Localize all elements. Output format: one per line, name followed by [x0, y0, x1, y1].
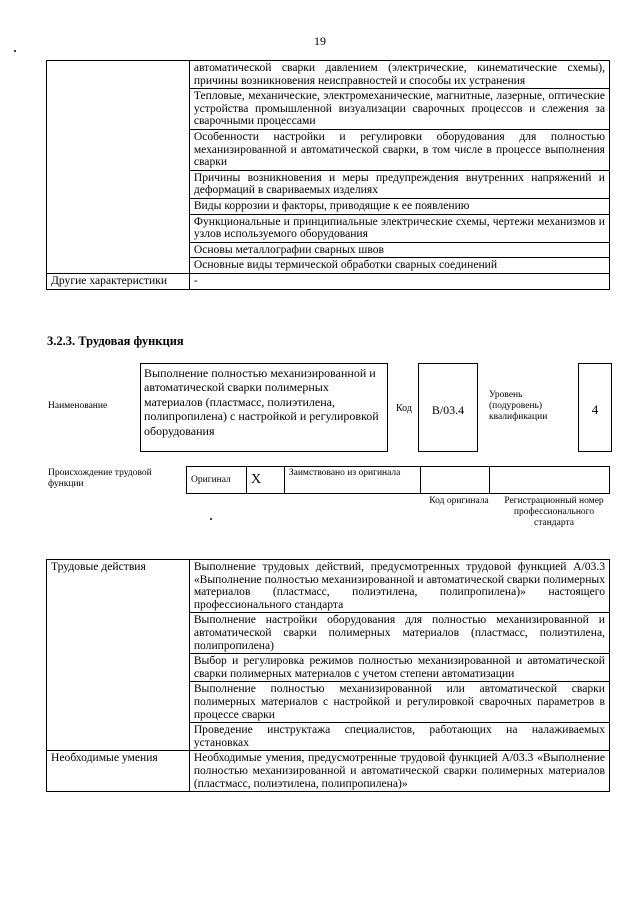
scan-speck [14, 50, 16, 52]
skills-label: Необходимые умения [47, 751, 190, 792]
original-mark: X [246, 467, 284, 494]
action-item: Выполнение трудовых действий, предусмотренных трудовой функцией А/03.3 «Выполнение полностью механизированной и автоматической сварки полимерных материалов (пластмасс, полиэтилена, полипропилена)» настоящего профессионального стандарта [189, 560, 609, 613]
table-row [187, 467, 610, 494]
name-value-box [140, 363, 388, 452]
knowledge-item: Тепловые, механические, электромеханические, магнитные, лазерные, оптические устройства промышленной визуализации сварочных процессов и слежения за сварочными процессами [189, 89, 609, 130]
table-row [47, 61, 610, 89]
original-label: Оригинал [187, 467, 247, 494]
code-value: B/03.4 [431, 403, 465, 417]
action-item: Выбор и регулировка режимов полностью механизированной и автоматической сварки полимерных материалов с учетом степени автоматизации [189, 654, 609, 682]
actions-table [46, 559, 610, 792]
origin-code-cell [420, 467, 490, 494]
level-value: 4 [591, 402, 599, 417]
other-characteristics-label: Другие характеристики [47, 273, 190, 289]
code-caption: Код оригинала [429, 496, 489, 506]
name-label: Наименование [48, 401, 108, 411]
action-item: Проведение инструктажа специалистов, работающих на налаживаемых установках [189, 723, 609, 751]
knowledge-item: автоматической сварки давлением (электрические, кинематические схемы), причины возникновения неисправностей и способы их устранения [189, 61, 609, 89]
skill-item: Необходимые умения, предусмотренные трудовой функцией А/03.3 «Выполнение полностью механизированной и автоматической сварки полимерных материалов (пластмасс, полиэтилена, полипропилена)» [189, 751, 609, 792]
origin-label: Происхождение трудовой функции [48, 468, 152, 489]
table-row [47, 273, 610, 289]
origin-table [186, 466, 610, 494]
origin-reg-cell [490, 467, 610, 494]
table-row [47, 751, 610, 792]
table-row [47, 560, 610, 613]
knowledge-item: Виды коррозии и факторы, приводящие к ее появлению [189, 198, 609, 214]
knowledge-item: Функциональные и принципиальные электрические схемы, чертежи механизмов и узлов используемого оборудования [189, 214, 609, 242]
reg-caption: Регистрационный номер профессионального стандарта [504, 496, 604, 528]
other-characteristics-value: - [189, 273, 609, 289]
knowledge-item: Основные виды термической обработки сварных соединений [189, 258, 609, 274]
knowledge-table [46, 60, 610, 290]
actions-label: Трудовые действия [47, 560, 190, 751]
knowledge-item: Особенности настройки и регулировки оборудования для полностью механизированной и автоматической сварки, в том числе в процессе выполнения сварки [189, 129, 609, 170]
borrowed-label: Заимствовано из оригинала [284, 467, 420, 494]
section-title: 3.2.3. Трудовая функция [47, 334, 184, 348]
action-item: Выполнение полностью механизированной или автоматической сварки полимерных материалов с настройкой и регулировкой сварочных параметров в процессе сварки [189, 682, 609, 723]
code-label: Код [396, 403, 412, 414]
knowledge-label-cell [47, 61, 190, 274]
level-label: Уровень (подуровень) квалификации [489, 390, 548, 422]
page-number: 19 [314, 34, 326, 48]
knowledge-item: Причины возникновения и меры предупреждения внутренних напряжений и деформаций в свариваемых изделиях [189, 170, 609, 198]
level-value-box [578, 363, 612, 452]
function-name: Выполнение полностью механизированной и автоматической сварки полимерных материалов (пластмасс, полиэтилена, полипропилена) с настройкой и регулировкой оборудования [144, 366, 379, 438]
knowledge-item: Основы металлографии сварных швов [189, 242, 609, 258]
scan-speck [210, 518, 212, 520]
action-item: Выполнение настройки оборудования для полностью механизированной и автоматической сварки полимерных материалов (пластмасс, полиэтилена, полипропилена) [189, 613, 609, 654]
code-value-box [418, 363, 478, 452]
